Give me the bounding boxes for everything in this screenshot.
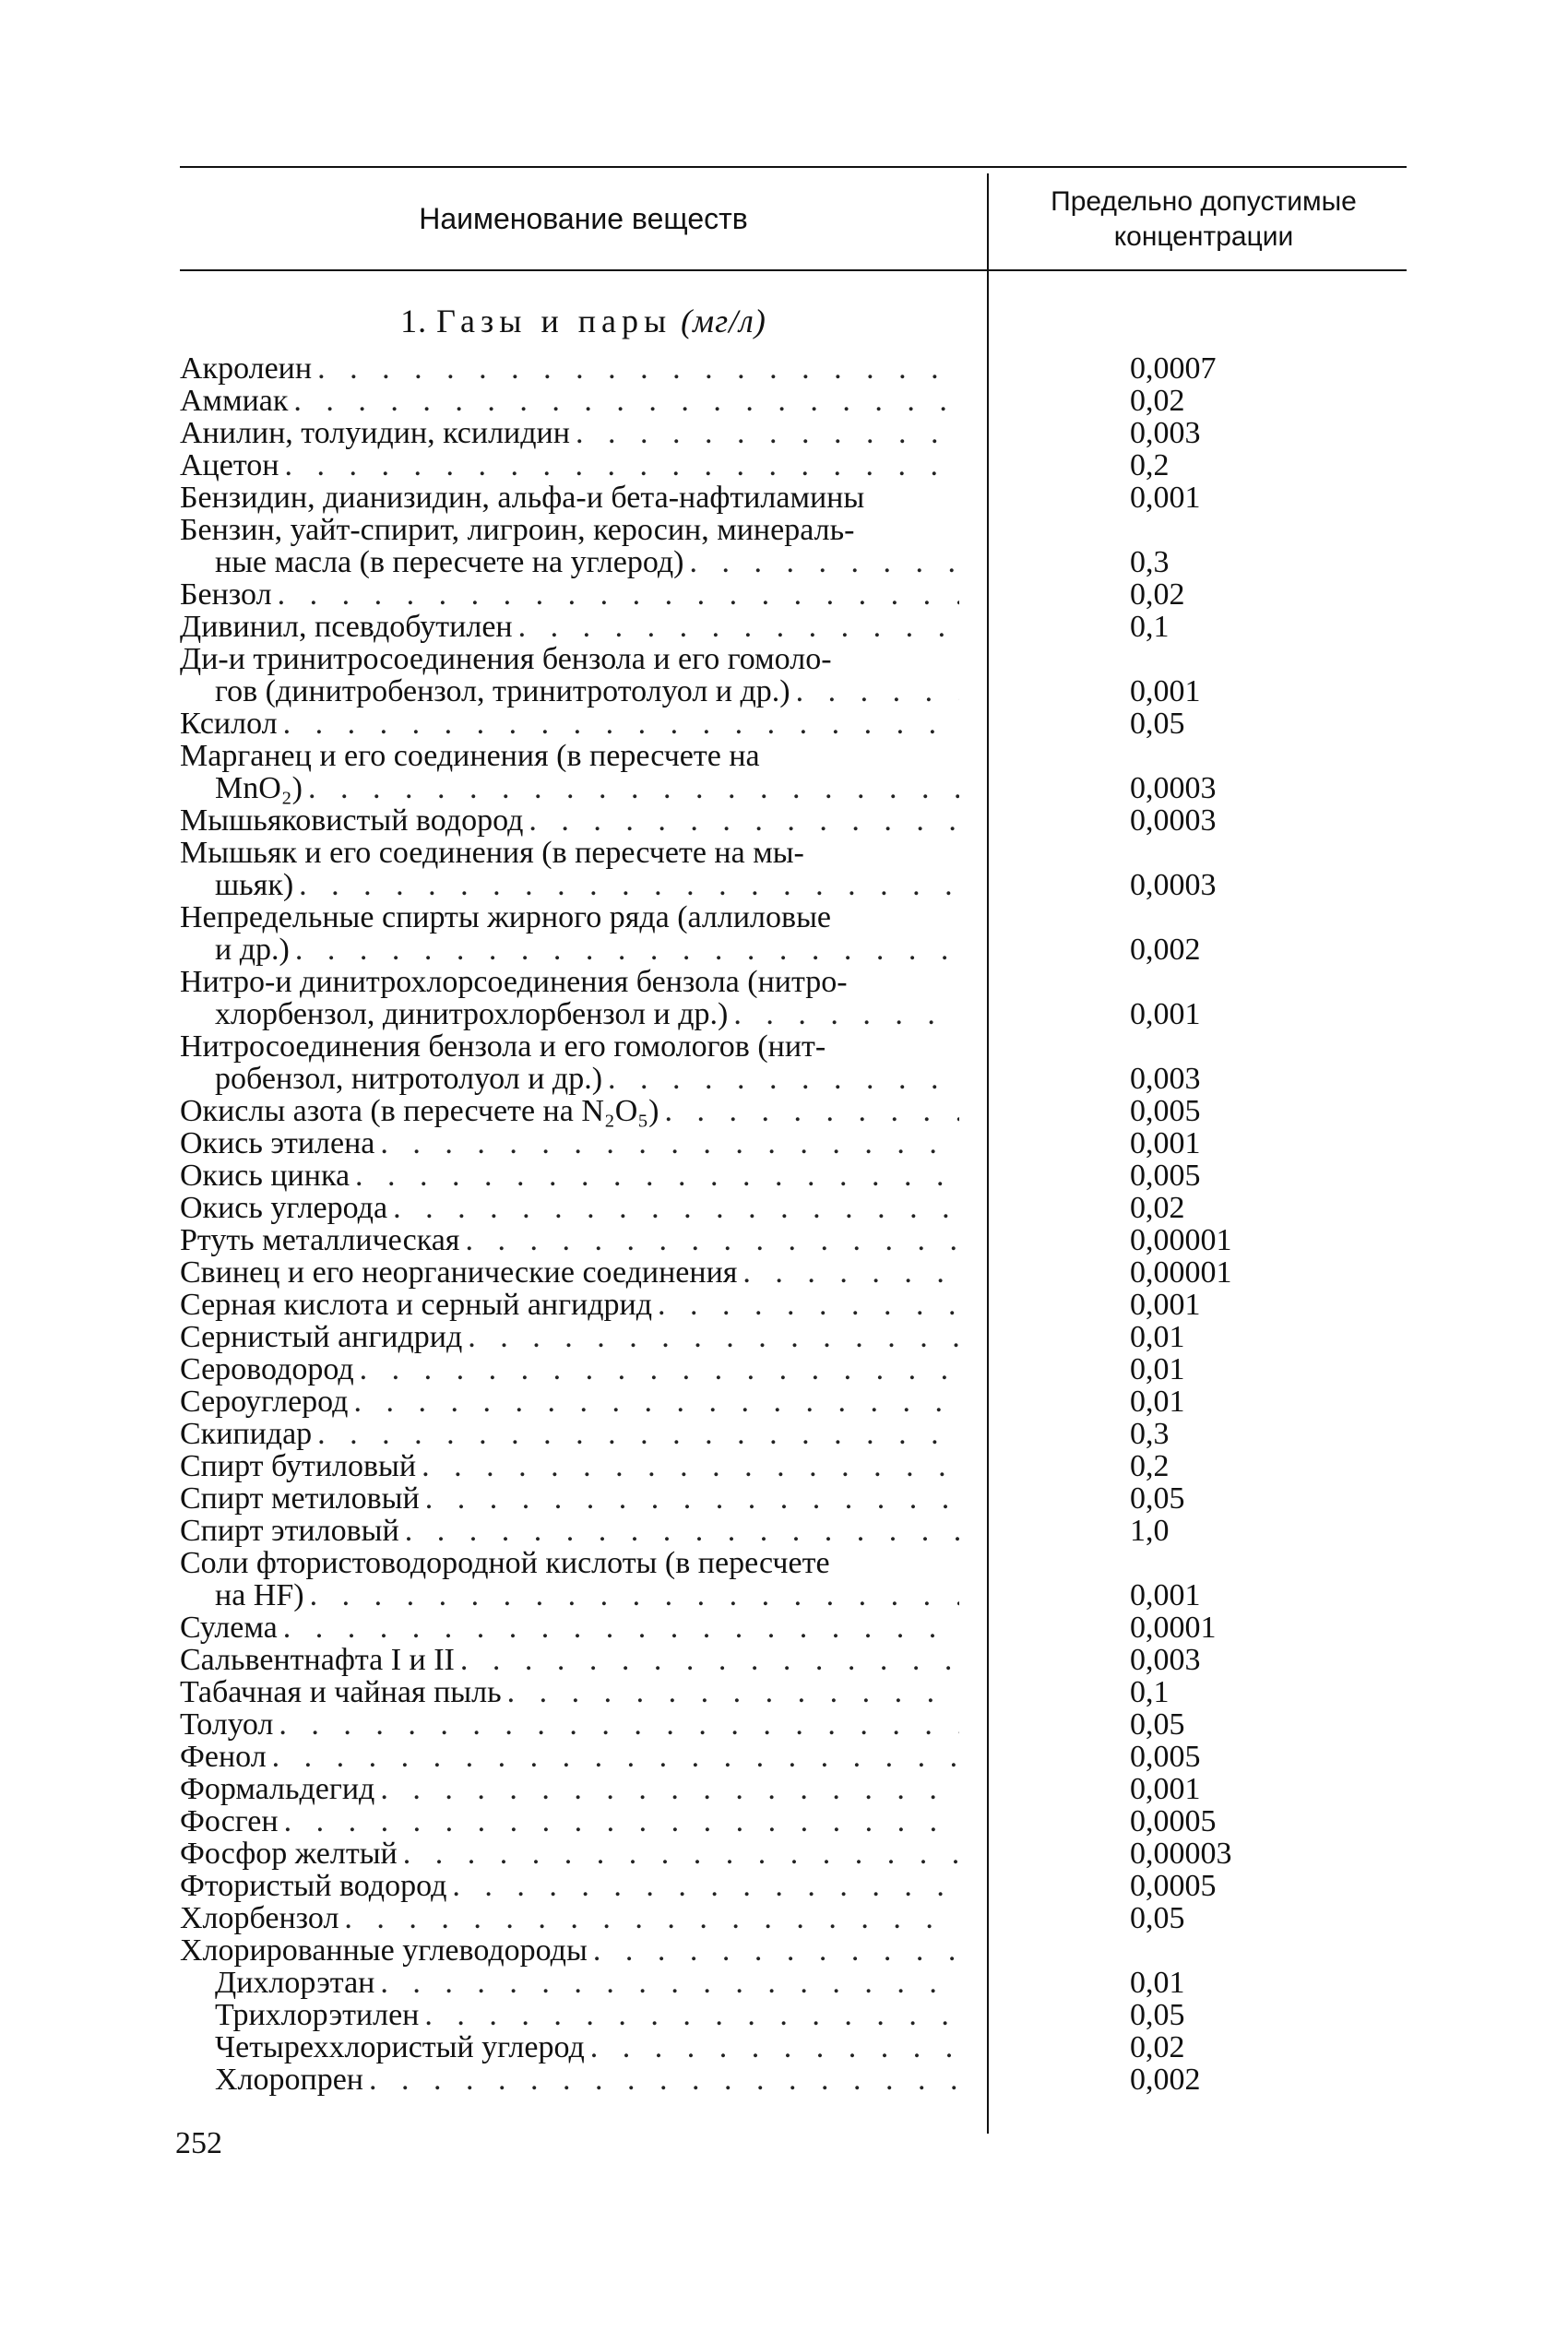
table-row xyxy=(180,1386,1407,1418)
concentration-value: 0,002 xyxy=(1130,2063,1201,2097)
concentration-value: 0,05 xyxy=(1130,1998,1185,2032)
table-row xyxy=(180,1934,1407,1967)
table-row xyxy=(180,417,1407,449)
substance-name-text: Дивинил, псевдобутилен xyxy=(180,611,513,643)
substance-name xyxy=(180,1192,959,1224)
leader-dots xyxy=(380,1127,959,1160)
substance-name xyxy=(180,1644,959,1676)
concentration-value: 0,00003 xyxy=(1130,1837,1232,1871)
substance-name xyxy=(180,1224,959,1256)
concentration-value: 0,00001 xyxy=(1130,1223,1232,1257)
section-name: Газы и пары xyxy=(436,303,672,339)
leader-dots xyxy=(380,1967,959,1999)
table-row xyxy=(180,1644,1407,1676)
concentration-value: 0,001 xyxy=(1130,481,1201,515)
leader-dots xyxy=(279,1708,959,1741)
substance-name-text: Фенол xyxy=(180,1741,267,1773)
leader-dots xyxy=(284,449,959,482)
table-row xyxy=(180,1482,1407,1515)
leader-dots xyxy=(529,804,959,837)
substance-name-text: Фосфор желтый xyxy=(180,1837,398,1870)
substance-name-text: Бензол xyxy=(180,578,272,611)
substance-name-text: Хлорированные углеводороды xyxy=(180,1934,588,1967)
table-row xyxy=(180,1418,1407,1450)
concentration-value: 0,1 xyxy=(1130,1675,1170,1709)
leader-dots xyxy=(405,1515,959,1547)
substance-name xyxy=(180,1611,959,1644)
substance-name xyxy=(180,1482,959,1515)
substance-name-text: гов (динитробензол, тринитротолуол и др.) xyxy=(215,675,790,708)
table-row xyxy=(180,449,1407,482)
substance-name-text: Трихлорэтилен xyxy=(215,1999,420,2031)
section-number: 1. xyxy=(400,303,428,339)
substance-name xyxy=(180,1902,959,1934)
table-row xyxy=(180,385,1407,417)
table-row xyxy=(180,708,1407,740)
leader-dots xyxy=(465,1224,959,1256)
substance-name xyxy=(180,708,959,740)
table-row xyxy=(180,1289,1407,1321)
concentration-value: 0,01 xyxy=(1130,1320,1185,1354)
table-row xyxy=(180,1902,1407,1934)
concentration-value: 0,02 xyxy=(1130,384,1185,418)
substance-name-text: Сальвентнафта I и II xyxy=(180,1644,455,1676)
substance-name xyxy=(180,578,959,611)
substance-name-text: Окись цинка xyxy=(180,1160,350,1192)
leader-dots xyxy=(393,1192,959,1224)
table-row xyxy=(180,966,1407,1030)
value-column-header xyxy=(1001,184,1407,255)
substance-name xyxy=(180,1934,959,1967)
table-row xyxy=(180,514,1407,578)
substance-name-text: Фосген xyxy=(180,1805,279,1837)
substance-name xyxy=(180,417,959,449)
leader-dots xyxy=(576,417,959,449)
substance-name xyxy=(180,1967,959,1999)
table-row xyxy=(180,1095,1407,1127)
substance-name xyxy=(180,1450,959,1482)
concentration-value: 0,0003 xyxy=(1130,803,1217,838)
leader-dots xyxy=(796,675,959,708)
concentration-value: 0,01 xyxy=(1130,1352,1185,1386)
concentration-value: 0,001 xyxy=(1130,1288,1201,1322)
substance-name-text: Мышьяковистый водород xyxy=(180,804,524,837)
substance-name-text: Акролеин xyxy=(180,352,313,385)
table-row xyxy=(180,1321,1407,1353)
substance-name xyxy=(180,352,959,385)
substance-name xyxy=(180,1095,959,1127)
table-row xyxy=(180,1999,1407,2031)
leader-dots xyxy=(355,1160,959,1192)
leader-dots xyxy=(608,1063,959,1095)
concentration-value: 0,3 xyxy=(1130,545,1170,579)
substance-name-text: Дихлорэтан xyxy=(215,1967,375,1999)
substance-name xyxy=(180,482,959,514)
table-row xyxy=(180,352,1407,385)
substance-name xyxy=(180,1256,959,1289)
table-row xyxy=(180,837,1407,901)
table-row xyxy=(180,1837,1407,1870)
leader-dots xyxy=(518,611,959,643)
table-row xyxy=(180,1192,1407,1224)
substance-name xyxy=(180,1773,959,1805)
concentration-value: 0,02 xyxy=(1130,1191,1185,1225)
leader-dots xyxy=(344,1902,959,1934)
substance-name-text: Сернистый ангидрид xyxy=(180,1321,463,1353)
substance-name-text: Марганец и его соединения (в пересчете на xyxy=(180,740,760,772)
leader-dots xyxy=(593,1934,959,1967)
section-title xyxy=(180,303,987,339)
leader-dots xyxy=(690,546,959,578)
substance-name xyxy=(180,804,959,837)
table-row xyxy=(180,1708,1407,1741)
substance-name-text: Нитро-и динитрохлорсоединения бензола (нитро- xyxy=(180,966,848,998)
concentration-value: 0,3 xyxy=(1130,1417,1170,1451)
substance-name-text: Сероводород xyxy=(180,1353,354,1386)
substance-name-text: MnO₂) xyxy=(215,772,303,804)
leader-dots xyxy=(278,578,959,611)
concentration-value: 1,0 xyxy=(1130,1514,1170,1548)
substance-name xyxy=(180,901,959,966)
concentration-value: 0,0005 xyxy=(1130,1869,1217,1903)
substance-name xyxy=(180,837,959,901)
substance-name xyxy=(180,2031,959,2063)
concentration-value: 0,2 xyxy=(1130,448,1170,482)
leader-dots xyxy=(317,1418,959,1450)
leader-dots xyxy=(310,1579,959,1611)
substance-name xyxy=(180,1837,959,1870)
leader-dots xyxy=(425,1482,959,1515)
concentration-value: 0,0007 xyxy=(1130,351,1217,386)
leader-dots xyxy=(507,1676,959,1708)
concentration-value: 0,003 xyxy=(1130,1643,1201,1677)
concentration-value: 0,0005 xyxy=(1130,1804,1217,1838)
substance-name-text: ные масла (в пересчете на углерод) xyxy=(215,546,684,578)
table-row xyxy=(180,1224,1407,1256)
concentration-value: 0,001 xyxy=(1130,1578,1201,1612)
substance-name-text: Мышьяк и его соединения (в пересчете на мы- xyxy=(180,837,804,869)
concentration-value: 0,005 xyxy=(1130,1094,1201,1128)
substance-name-text: Сероуглерод xyxy=(180,1386,349,1418)
substance-name xyxy=(180,1708,959,1741)
leader-dots xyxy=(283,1611,959,1644)
leader-dots xyxy=(422,1450,959,1482)
leader-dots xyxy=(733,998,959,1030)
leader-dots xyxy=(272,1741,959,1773)
table-row xyxy=(180,1450,1407,1482)
concentration-value: 0,001 xyxy=(1130,1772,1201,1806)
concentration-value: 0,05 xyxy=(1130,707,1185,741)
substance-name-text: Бензидин, дианизидин, альфа-и бета-нафтиламины xyxy=(180,482,865,514)
substance-name-text: Спирт метиловый xyxy=(180,1482,420,1515)
concentration-value: 0,001 xyxy=(1130,1126,1201,1160)
leader-dots xyxy=(468,1321,959,1353)
leader-dots xyxy=(664,1095,959,1127)
substance-name-text: робензол, нитротолуол и др.) xyxy=(215,1063,603,1095)
substance-name-text: Окись углерода xyxy=(180,1192,388,1224)
substance-name-text: шьяк) xyxy=(215,869,294,901)
substance-name-text: Скипидар xyxy=(180,1418,313,1450)
table-row xyxy=(180,1515,1407,1547)
leader-dots xyxy=(299,869,959,901)
concentration-value: 0,02 xyxy=(1130,577,1185,612)
table-row xyxy=(180,1030,1407,1095)
substance-name-text: Ксилол xyxy=(180,708,278,740)
substance-name-text: Соли фтористоводородной кислоты (в пересчете xyxy=(180,1547,830,1579)
table-row xyxy=(180,2031,1407,2063)
substance-name xyxy=(180,1870,959,1902)
substance-name xyxy=(180,611,959,643)
table-row xyxy=(180,1353,1407,1386)
concentration-value: 0,0003 xyxy=(1130,771,1217,805)
table-row xyxy=(180,1547,1407,1611)
concentration-value: 0,001 xyxy=(1130,674,1201,708)
table-row xyxy=(180,1773,1407,1805)
substance-name xyxy=(180,385,959,417)
name-column-header: Наименование веществ xyxy=(419,202,748,235)
table-row xyxy=(180,1127,1407,1160)
substance-name-text: Ацетон xyxy=(180,449,279,482)
substance-name-text: Окись этилена xyxy=(180,1127,375,1160)
leader-dots xyxy=(293,385,959,417)
leader-dots xyxy=(742,1256,959,1289)
leader-dots xyxy=(360,1353,959,1386)
concentration-value: 0,02 xyxy=(1130,2030,1185,2064)
substance-name-text: Сулема xyxy=(180,1611,278,1644)
substance-name-text: Ртуть металлическая xyxy=(180,1224,460,1256)
substance-name xyxy=(180,643,959,708)
concentration-value: 0,05 xyxy=(1130,1707,1185,1742)
leader-dots xyxy=(658,1289,959,1321)
table-row xyxy=(180,578,1407,611)
substance-name xyxy=(180,1741,959,1773)
concentration-value: 0,00001 xyxy=(1130,1255,1232,1290)
concentration-value: 0,0003 xyxy=(1130,868,1217,902)
table-row xyxy=(180,1967,1407,1999)
substance-list xyxy=(180,352,1407,2096)
leader-dots xyxy=(295,934,959,966)
substance-name-text: Четыреххлористый углерод xyxy=(215,2031,585,2063)
concentration-value: 0,2 xyxy=(1130,1449,1170,1483)
substance-name-text: Хлорбензол xyxy=(180,1902,339,1934)
substance-name xyxy=(180,1418,959,1450)
substance-name-text: Серная кислота и серный ангидрид xyxy=(180,1289,653,1321)
substance-name-text: Непредельные спирты жирного ряда (аллиловые xyxy=(180,901,832,934)
concentration-value: 0,005 xyxy=(1130,1740,1201,1774)
substance-name-text: Спирт бутиловый xyxy=(180,1450,417,1482)
substance-name xyxy=(180,1289,959,1321)
leader-dots xyxy=(424,1999,959,2031)
substance-name xyxy=(180,1127,959,1160)
substance-name-text: Анилин, толуидин, ксилидин xyxy=(180,417,570,449)
leader-dots xyxy=(380,1773,959,1805)
table-row xyxy=(180,740,1407,804)
concentration-value: 0,0001 xyxy=(1130,1611,1217,1645)
page-number: 252 xyxy=(175,2126,222,2160)
substance-name-text: Свинец и его неорганические соединения xyxy=(180,1256,738,1289)
value-column-header-line1: Предельно допустимые xyxy=(1051,186,1357,217)
leader-dots xyxy=(452,1870,959,1902)
table-row xyxy=(180,1676,1407,1708)
concentration-value: 0,1 xyxy=(1130,610,1170,644)
substance-name-text: Аммиак xyxy=(180,385,289,417)
substance-name-text: Нитросоединения бензола и его гомологов (нит- xyxy=(180,1030,826,1063)
substance-name xyxy=(180,449,959,482)
substance-name-text: Бензин, уайт-спирит, лигроин, керосин, минераль- xyxy=(180,514,855,546)
substance-name xyxy=(180,1547,959,1611)
concentration-value: 0,05 xyxy=(1130,1901,1185,1935)
substance-name-text: и др.) xyxy=(215,934,290,966)
substance-name xyxy=(180,1999,959,2031)
substance-name-text: на HF) xyxy=(215,1579,304,1611)
concentration-value: 0,01 xyxy=(1130,1385,1185,1419)
concentration-value: 0,003 xyxy=(1130,1062,1201,1096)
substance-name-text: хлорбензол, динитрохлорбензол и др.) xyxy=(215,998,729,1030)
table-row xyxy=(180,482,1407,514)
table-row xyxy=(180,1741,1407,1773)
concentration-value: 0,003 xyxy=(1130,416,1201,450)
table-row xyxy=(180,804,1407,837)
table-row xyxy=(180,1611,1407,1644)
concentration-value: 0,05 xyxy=(1130,1481,1185,1516)
concentration-value: 0,002 xyxy=(1130,933,1201,967)
substance-name xyxy=(180,1353,959,1386)
substance-name xyxy=(180,514,959,578)
concentration-value: 0,001 xyxy=(1130,997,1201,1031)
concentration-value: 0,01 xyxy=(1130,1966,1185,2000)
substance-name xyxy=(180,1160,959,1192)
substance-name-text: Окислы азота (в пересчете на N₂O₅) xyxy=(180,1095,659,1127)
leader-dots xyxy=(369,2063,959,2096)
leader-dots xyxy=(353,1386,959,1418)
table-row xyxy=(180,1160,1407,1192)
substance-name-text: Толуол xyxy=(180,1708,274,1741)
substance-name xyxy=(180,966,959,1030)
leader-dots xyxy=(317,352,959,385)
table-row xyxy=(180,901,1407,966)
substance-name-text: Фтористый водород xyxy=(180,1870,447,1902)
value-column-header-line2: концентрации xyxy=(1113,221,1294,252)
table-row xyxy=(180,611,1407,643)
table-top-rule xyxy=(180,166,1407,168)
substance-name-text: Спирт этиловый xyxy=(180,1515,399,1547)
substance-name-text: Ди-и тринитросоединения бензола и его гомоло- xyxy=(180,643,832,675)
substance-name-text: Формальдегид xyxy=(180,1773,375,1805)
substance-name xyxy=(180,1030,959,1095)
substance-name xyxy=(180,740,959,804)
substance-name xyxy=(180,1676,959,1708)
leader-dots xyxy=(403,1837,959,1870)
substance-name-text: Табачная и чайная пыль xyxy=(180,1676,502,1708)
substance-name xyxy=(180,1805,959,1837)
header-bottom-rule xyxy=(180,269,1407,271)
table-row xyxy=(180,2063,1407,2096)
leader-dots xyxy=(460,1644,959,1676)
leader-dots xyxy=(283,708,959,740)
leader-dots xyxy=(308,772,959,804)
substance-name xyxy=(180,1321,959,1353)
substance-name-text: Хлоропрен xyxy=(215,2063,364,2096)
section-unit: (мг/л) xyxy=(681,303,766,339)
table-row xyxy=(180,643,1407,708)
concentration-value: 0,005 xyxy=(1130,1159,1201,1193)
table-row xyxy=(180,1870,1407,1902)
substance-name xyxy=(180,2063,959,2096)
substance-name xyxy=(180,1386,959,1418)
substance-name xyxy=(180,1515,959,1547)
leader-dots xyxy=(284,1805,959,1837)
table-row xyxy=(180,1805,1407,1837)
leader-dots xyxy=(590,2031,959,2063)
table-row xyxy=(180,1256,1407,1289)
